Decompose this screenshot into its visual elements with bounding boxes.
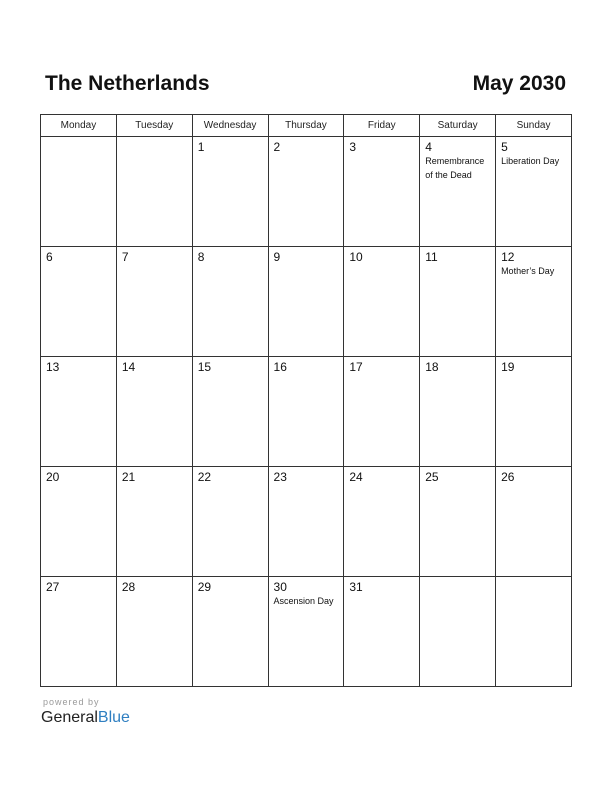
calendar-empty-cell [116, 137, 192, 247]
calendar-day-cell [344, 137, 420, 247]
calendar-week-row [41, 137, 572, 247]
day-number: 14 [121, 360, 136, 374]
day-number: 25 [425, 470, 439, 484]
calendar-day-cell [344, 577, 420, 687]
calendar-body [41, 137, 572, 687]
day-number: 21 [121, 470, 136, 484]
calendar-day-cell [268, 247, 344, 357]
day-number: 1 [197, 140, 205, 154]
calendar-day-cell [41, 357, 117, 467]
weekday-header-thursday: Thursday [268, 115, 344, 137]
weekday-header-friday: Friday [344, 115, 420, 137]
day-number: 5 [501, 140, 508, 154]
day-number: 27 [46, 580, 60, 594]
calendar-day-cell [41, 247, 117, 357]
calendar-country-title: The Netherlands [45, 72, 210, 95]
day-number: 30 [273, 580, 287, 594]
calendar-week-row [41, 247, 572, 357]
weekday-header-saturday: Saturday [420, 115, 496, 137]
calendar-day-cell [268, 577, 344, 687]
weekday-header-sunday: Sunday [496, 115, 572, 137]
day-number: 7 [121, 250, 129, 264]
day-number: 6 [46, 250, 53, 264]
brand-name-blue: Blue [97, 709, 130, 726]
day-number: 12 [501, 250, 515, 264]
calendar-day-cell [192, 137, 268, 247]
weekday-header-wednesday: Wednesday [192, 115, 268, 137]
day-number: 2 [273, 140, 281, 154]
day-number: 23 [273, 470, 287, 484]
weekday-header-monday: Monday [41, 115, 117, 137]
calendar-day-cell [268, 357, 344, 467]
calendar-week-row [41, 577, 572, 687]
calendar-day-cell [41, 577, 117, 687]
calendar-day-cell [41, 467, 117, 577]
day-number: 20 [46, 470, 60, 484]
calendar-day-cell [116, 467, 192, 577]
calendar-day-cell [116, 577, 192, 687]
footer-branding [41, 696, 130, 728]
day-number: 4 [425, 140, 432, 154]
powered-by-label: powered by [43, 697, 100, 707]
holiday-label: Mother’s Day [501, 266, 555, 276]
calendar-day-cell [420, 467, 496, 577]
day-number: 15 [197, 360, 212, 374]
calendar-grid [40, 114, 572, 687]
calendar-month-title: May 2030 [472, 72, 566, 95]
day-number: 9 [273, 250, 281, 264]
day-number: 24 [349, 470, 363, 484]
calendar-day-cell [344, 357, 420, 467]
day-number: 31 [349, 580, 363, 594]
calendar-day-cell [268, 467, 344, 577]
brand-name-general: General [41, 709, 98, 726]
day-number: 3 [349, 140, 357, 154]
weekday-header-row [41, 115, 572, 137]
calendar-day-cell [496, 467, 572, 577]
calendar-day-cell [344, 247, 420, 357]
calendar-week-row [41, 357, 572, 467]
calendar-day-cell [344, 467, 420, 577]
day-number: 11 [425, 250, 438, 264]
calendar-empty-cell [41, 137, 117, 247]
calendar-empty-cell [420, 577, 496, 687]
calendar-day-cell [192, 357, 268, 467]
calendar-day-cell [496, 247, 572, 357]
day-number: 29 [197, 580, 212, 594]
day-number: 28 [121, 580, 136, 594]
day-number: 26 [501, 470, 515, 484]
calendar-day-cell [116, 357, 192, 467]
brand-logo [41, 708, 130, 728]
calendar-day-cell [496, 357, 572, 467]
calendar-day-cell [420, 357, 496, 467]
day-number: 22 [197, 470, 212, 484]
calendar-day-cell [268, 137, 344, 247]
calendar-day-cell [192, 577, 268, 687]
calendar-day-cell [116, 247, 192, 357]
day-number: 19 [501, 360, 515, 374]
calendar-empty-cell [496, 577, 572, 687]
holiday-label: Liberation Day [501, 156, 560, 166]
day-number: 16 [273, 360, 287, 374]
calendar-day-cell [420, 137, 496, 247]
day-number: 10 [349, 250, 363, 264]
day-number: 8 [197, 250, 205, 264]
calendar-day-cell [496, 137, 572, 247]
weekday-header-tuesday: Tuesday [116, 115, 192, 137]
calendar-day-cell [420, 247, 496, 357]
day-number: 18 [425, 360, 439, 374]
day-number: 13 [46, 360, 60, 374]
day-number: 17 [349, 360, 363, 374]
calendar-week-row [41, 467, 572, 577]
holiday-label: Ascension Day [273, 596, 334, 606]
calendar-day-cell [192, 467, 268, 577]
calendar-day-cell [192, 247, 268, 357]
holiday-label: Remembrance of the Dead [425, 156, 485, 180]
